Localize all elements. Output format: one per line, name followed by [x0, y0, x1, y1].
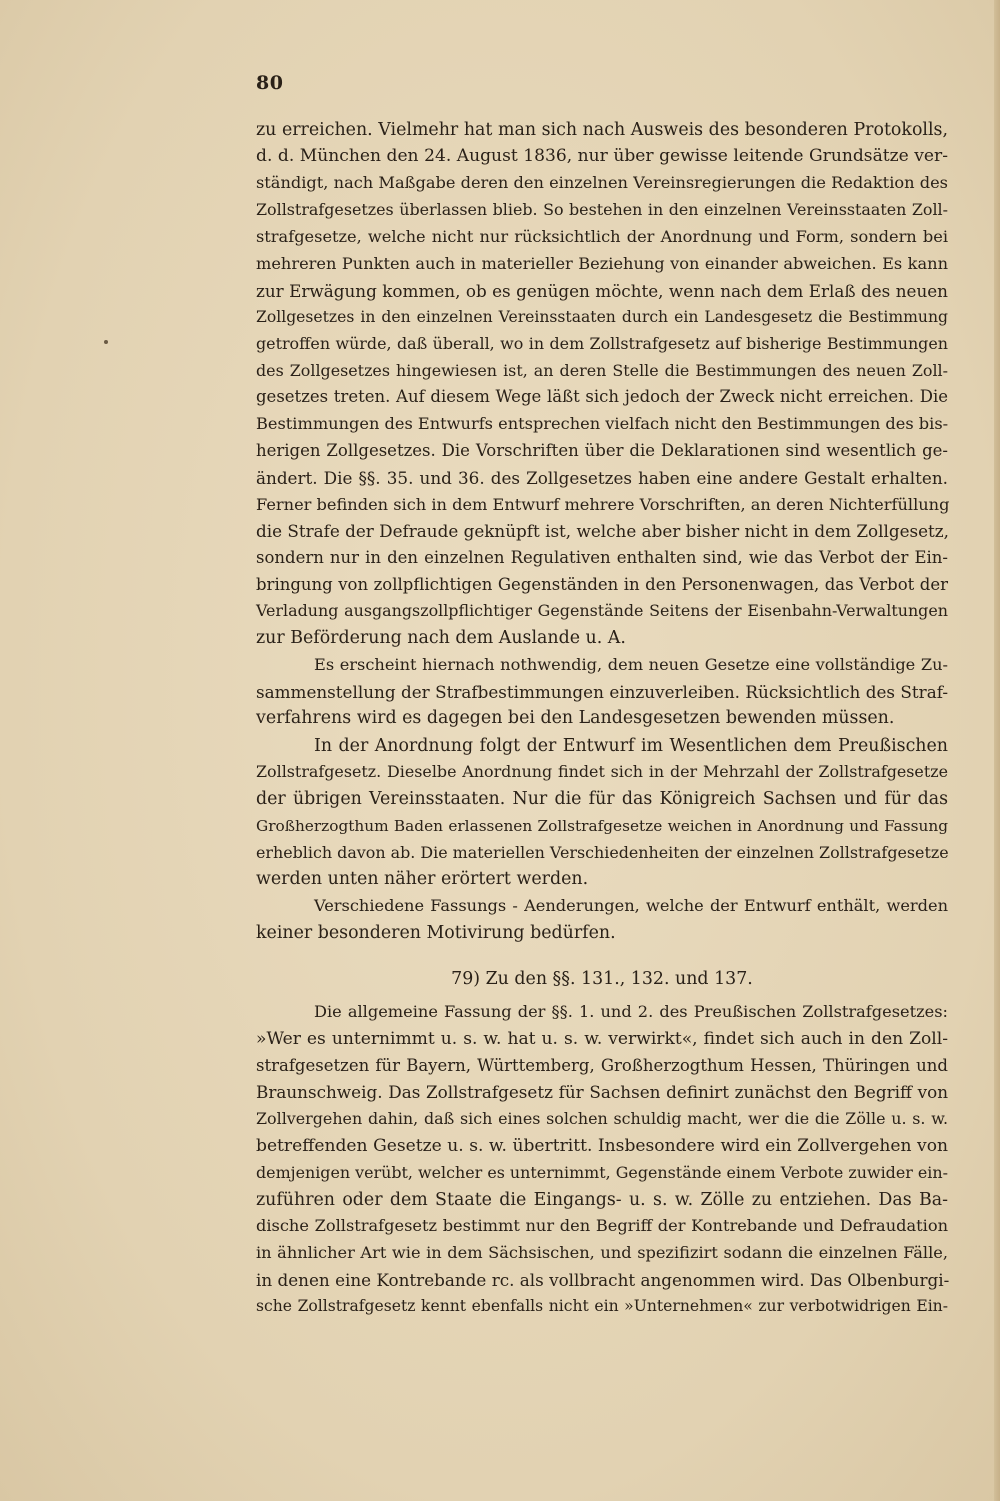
text-line: Zollgesetzes in den einzelnen Vereinsstaaten durch ein Landesgesetz die Bestimmung — [256, 308, 948, 326]
text-line: erheblich davon ab. Die materiellen Verschiedenheiten der einzelnen Zollstrafgesetze — [256, 843, 949, 862]
text-line: keiner besonderen Motivirung bedürfen. — [256, 923, 616, 943]
text-line: Zollvergehen dahin, daß sich eines solchen schuldig macht, wer die die Zölle u. s. w. — [256, 1109, 948, 1128]
text-line: d. d. München den 24. August 1836, nur über gewisse leitende Grundsätze ver- — [256, 146, 948, 166]
text-line: sche Zollstrafgesetz kennt ebenfalls nicht ein »Unternehmen« zur verbotwidrigen Ein- — [256, 1297, 948, 1315]
text-line: Braunschweig. Das Zollstrafgesetz für Sachsen definirt zunächst den Begriff von — [256, 1082, 948, 1102]
text-line: in denen eine Kontrebande rc. als vollbracht angenommen wird. Das Olbenburgi- — [256, 1270, 950, 1290]
text-line: ständigt, nach Maßgabe deren den einzelnen Vereinsregierungen die Redaktion des — [256, 173, 948, 192]
text-line: dische Zollstrafgesetz bestimmt nur den Begriff der Kontrebande und Defraudation — [256, 1216, 948, 1235]
text-line: Verschiedene Fassungs - Aenderungen, welche der Entwurf enthält, werden — [314, 896, 948, 915]
text-line: ändert. Die §§. 35. und 36. des Zollgesetzes haben eine andere Gestalt erhalten. — [256, 468, 948, 488]
page-number: 80 — [256, 72, 284, 94]
text-line: Verladung ausgangszollpflichtiger Gegenstände Seitens der Eisenbahn-Verwaltungen — [256, 601, 948, 620]
text-line: der übrigen Vereinsstaaten. Nur die für das Königreich Sachsen und für das — [256, 789, 948, 809]
text-line: Großherzogthum Baden erlassenen Zollstrafgesetze weichen in Anordnung und Fassung — [256, 817, 948, 835]
text-line: herigen Zollgesetzes. Die Vorschriften über die Deklarationen sind wesentlich ge- — [256, 441, 948, 460]
text-line: zu erreichen. Vielmehr hat man sich nach Ausweis des besonderen Protokolls, — [256, 120, 948, 140]
text-line: bringung von zollpflichtigen Gegenständen in den Personenwagen, das Verbot der — [256, 575, 948, 594]
text-line: zur Erwägung kommen, ob es genügen möchte, wenn nach dem Erlaß des neuen — [256, 281, 948, 301]
text-line: zur Beförderung nach dem Auslande u. A. — [256, 628, 626, 648]
text-line: Die allgemeine Fassung der §§. 1. und 2. des Preußischen Zollstrafgesetzes: — [314, 1002, 948, 1021]
text-line: Bestimmungen des Entwurfs entsprechen vielfach nicht den Bestimmungen des bis- — [256, 414, 949, 433]
text-line: getroffen würde, daß überall, wo in dem Zollstrafgesetz auf bisherige Bestimmungen — [256, 334, 948, 353]
text-line: des Zollgesetzes hingewiesen ist, an deren Stelle die Bestimmungen des neuen Zoll- — [256, 361, 948, 380]
text-line: demjenigen verübt, welcher es unternimmt, Gegenstände einem Verbote zuwider ein- — [256, 1163, 948, 1182]
ink-speck — [104, 340, 108, 344]
text-line: Zollstrafgesetzes überlassen blieb. So bestehen in den einzelnen Vereinsstaaten Zoll- — [256, 200, 948, 219]
text-line: gesetzes treten. Auf diesem Wege läßt sich jedoch der Zweck nicht erreichen. Die — [256, 387, 948, 406]
text-line: zuführen oder dem Staate die Eingangs- u. s. w. Zölle zu entziehen. Das Ba- — [256, 1190, 948, 1210]
section-heading: 79) Zu den §§. 131., 132. und 137. — [451, 969, 753, 989]
text-line: werden unten näher erörtert werden. — [256, 869, 589, 889]
page-edge — [994, 0, 1000, 1501]
text-line: sondern nur in den einzelnen Regulativen enthalten sind, wie das Verbot der Ein- — [256, 548, 948, 567]
text-line: Es erscheint hiernach nothwendig, dem neuen Gesetze eine vollständige Zu- — [314, 655, 948, 674]
text-line: mehreren Punkten auch in materieller Beziehung von einander abweichen. Es kann — [256, 254, 948, 273]
text-line: Ferner befinden sich in dem Entwurf mehrere Vorschriften, an deren Nichterfüllung — [256, 495, 950, 514]
text-line: Zollstrafgesetz. Dieselbe Anordnung findet sich in der Mehrzahl der Zollstrafgesetze — [256, 762, 948, 781]
text-line: strafgesetze, welche nicht nur rücksichtlich der Anordnung und Form, sondern bei — [256, 227, 948, 246]
text-line: betreffenden Gesetze u. s. w. übertritt. Insbesondere wird ein Zollvergehen von — [256, 1136, 948, 1156]
text-line: »Wer es unternimmt u. s. w. hat u. s. w. verwirkt«, findet sich auch in den Zoll- — [256, 1029, 948, 1049]
text-line: sammenstellung der Strafbestimmungen einzuverleiben. Rücksichtlich des Straf- — [256, 682, 948, 702]
text-line: strafgesetzen für Bayern, Württemberg, Großherzogthum Hessen, Thüringen und — [256, 1056, 948, 1075]
text-line: In der Anordnung folgt der Entwurf im Wesentlichen dem Preußischen — [314, 736, 948, 756]
text-line: in ähnlicher Art wie in dem Sächsischen, und spezifizirt sodann die einzelnen Fälle, — [256, 1243, 948, 1262]
text-line: die Strafe der Defraude geknüpft ist, welche aber bisher nicht in dem Zollgesetz, — [256, 521, 949, 541]
text-line: verfahrens wird es dagegen bei den Landesgesetzen bewenden müssen. — [256, 708, 895, 728]
